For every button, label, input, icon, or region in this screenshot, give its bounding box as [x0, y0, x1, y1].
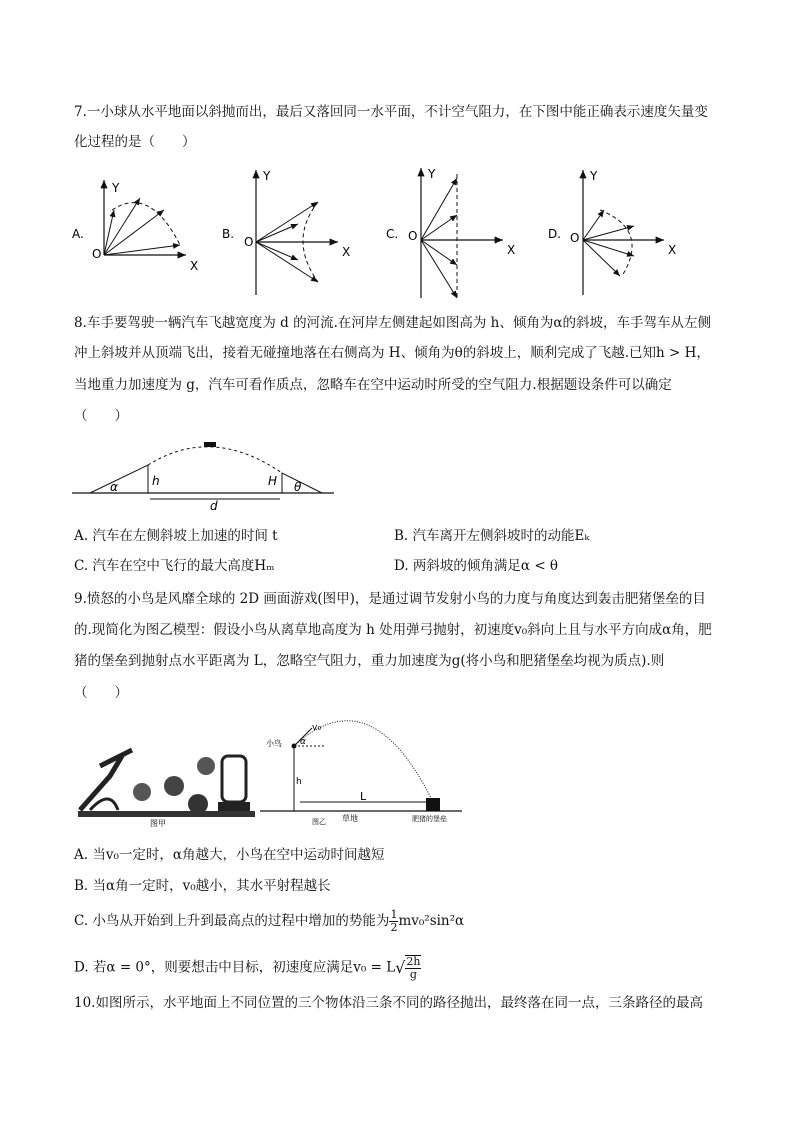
q8-option-b: B. 汽车离开左侧斜坡时的动能Eₖ: [394, 528, 590, 544]
q7-option-a-label: A.: [72, 227, 84, 241]
q9-label-fort: 肥猪的堡垒: [412, 815, 447, 823]
q8-text-line3: 当地重力加速度为 g，汽车可看作质点，忽略车在空中运动时所受的空气阻力.根据题设条件可以确定: [74, 377, 672, 393]
q8-figure: [0, 435, 794, 515]
q9-label-v0: v₀: [312, 723, 321, 733]
q8-label-d: d: [210, 499, 218, 513]
q7-d-origin: O: [570, 231, 580, 245]
q9-label-L: L: [360, 790, 367, 803]
q9-option-d-sqrt: √: [395, 958, 406, 977]
q7-figures: [0, 160, 794, 310]
q8-text-line2: 冲上斜坡并从顶端飞出，接着无碰撞地落在右侧高为 H、倾角为θ的斜坡上，顺利完成了飞越.已知h > H，: [74, 345, 710, 361]
q9-option-d-text: D. 若α = 0°，则要想击中目标，初速度应满足v₀ = L: [74, 959, 396, 976]
q7-c-origin: O: [408, 229, 418, 243]
q9-option-c: [74, 909, 464, 934]
q8-text-line1: 8.车手要驾驶一辆汽车飞越宽度为 d 的河流.在河岸左侧建起如图高为 h、倾角为α的斜坡，车手驾车从左侧: [74, 315, 711, 331]
q10-text-line1: 10.如图所示，水平地面上不同位置的三个物体沿三条不同的路径抛出，最终落在同一点，三条路径的最高: [74, 995, 703, 1011]
q7-option-c-label: C.: [386, 227, 399, 241]
q9-text-line2: 的.现简化为图乙模型：假设小鸟从离草地高度为 h 处用弹弓抛射，初速度v₀斜向上且与水平方向成α角，肥: [74, 622, 712, 638]
q7-c-x-label: X: [507, 243, 516, 257]
q9-text-line3: 猪的堡垒到抛射点水平距离为 L，忽略空气阻力，重力加速度为g(将小鸟和肥猪堡垒均视为质点).则: [74, 653, 665, 669]
q8-car: [204, 442, 216, 447]
q9-option-b: B. 当α角一定时，v₀越小，其水平射程越长: [74, 878, 331, 894]
q8-label-alpha: α: [110, 480, 118, 494]
q9-option-a: A. 当v₀一定时，α角越大，小鸟在空中运动时间越短: [74, 847, 385, 863]
q8-option-a: A. 汽车在左侧斜坡上加速的时间 t: [74, 528, 278, 544]
q8-trajectory: [148, 447, 282, 473]
q7-b-y-label: Y: [263, 169, 271, 183]
q9-text-line4: （ ）: [74, 685, 128, 701]
q9-option-d: [74, 955, 421, 981]
q9-label-bird: 小鸟: [266, 739, 282, 748]
q9-option-d-fraction: $\frac{2h}{g}$: [406, 955, 421, 981]
q8-label-H: H: [268, 474, 278, 488]
q9-option-c-text: C. 小鸟从开始到上升到最高点的过程中增加的势能为: [74, 913, 390, 929]
q9-label-grass: 草地: [342, 814, 358, 823]
q9-fort: [426, 798, 440, 811]
q9-option-c-fraction: $\frac{1}{2}$: [390, 908, 398, 934]
q9-figures: [0, 716, 794, 828]
q9-fig-yi-caption: 图乙: [312, 818, 326, 826]
q9-label-h: h: [296, 777, 302, 787]
q7-option-d-label: D.: [548, 227, 562, 241]
q8-option-d: D. 两斜坡的倾角满足α < θ: [394, 558, 559, 574]
q8-label-h: h: [152, 474, 160, 488]
q7-b-x-label: X: [342, 245, 351, 259]
q9-figure-yi: [260, 721, 462, 826]
q9-label-alpha: α: [300, 737, 306, 747]
q7-c-y-label: Y: [428, 167, 436, 181]
q8-left-ramp: [90, 465, 148, 493]
q7-b-origin: O: [244, 235, 254, 249]
q9-fig-jia-caption: 图甲: [150, 819, 166, 828]
q8-label-theta: θ: [294, 480, 302, 494]
q7-a-y-label: Y: [112, 181, 120, 195]
q7-text-line1: 7.一小球从水平地面以斜抛而出，最后又落回同一水平面，不计空气阻力，在下图中能正确表示速度矢量变: [74, 104, 708, 120]
q7-d-y-label: Y: [590, 169, 598, 183]
q9-figure-jia: [78, 750, 255, 828]
q8-text-line4: （ ）: [74, 408, 128, 424]
q9-option-c-formula: mv₀²sin²α: [398, 913, 465, 929]
q7-d-x-label: X: [668, 243, 677, 257]
q8-option-c: C. 汽车在空中飞行的最大高度Hₘ: [74, 558, 275, 574]
q7-d-envelope: [600, 210, 632, 276]
q7-a-origin: O: [92, 247, 102, 261]
q9-text-line1: 9.愤怒的小鸟是风靡全球的 2D 画面游戏(图甲)，是通过调节发射小鸟的力度与角度达到轰击肥猪堡垒的目: [74, 591, 706, 607]
q7-text-line2: 化过程的是（ ）: [74, 134, 196, 150]
q7-a-x-label: X: [190, 259, 199, 273]
q8-right-ramp: [282, 473, 322, 493]
q7-option-b-label: B.: [222, 227, 235, 241]
